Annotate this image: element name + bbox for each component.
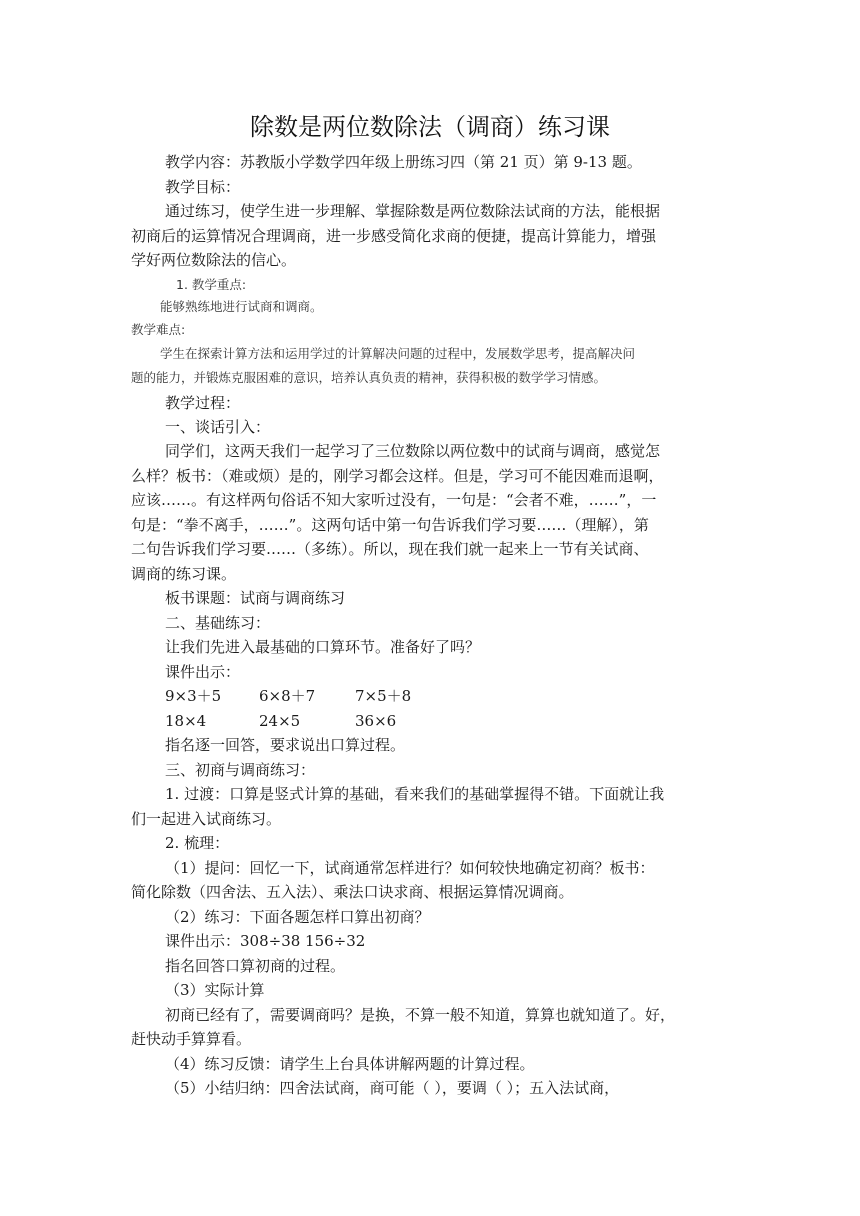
paragraph-line: 课件出示： [165, 663, 241, 681]
paragraph-line: 1. 过渡：口算是竖式计算的基础，看来我们的基础掌握得不错。下面就让我 [165, 785, 665, 803]
paragraph-line: 让我们先进入最基础的口算环节。准备好了吗？ [165, 638, 481, 656]
paragraph-line: 指名回答口算初商的过程。 [165, 957, 346, 975]
key-point-text: 能够熟练地进行试商和调商。 [160, 299, 323, 314]
exercise-item: 9×3＋5 [165, 687, 222, 705]
paragraph-line: 二句告诉我们学习要……（多练）。所以，现在我们就一起来上一节有关试商、 [131, 540, 649, 558]
paragraph-line: （2）练习：下面各题怎样口算出初商？ [165, 908, 430, 926]
paragraph-line: 指名逐一回答，要求说出口算过程。 [165, 736, 406, 754]
exercise-item: 6×8＋7 [259, 687, 316, 705]
teaching-content: 教学内容：苏教版小学数学四年级上册练习四（第 21 页）第 9-13 题。 [165, 153, 642, 171]
exercise-item: 36×6 [355, 712, 397, 730]
paragraph-line: 初商后的运算情况合理调商，进一步感受简化求商的便捷，提高计算能力，增强 [131, 227, 657, 245]
difficulty-text: 学生在探索计算方法和运用学过的计算解决问题的过程中，发展数学思考，提高解决问 [160, 346, 636, 361]
paragraph-line: 调商的练习课。 [131, 565, 237, 583]
paragraph-line: 么样？板书：（难或烦）是的，刚学习都会这样。但是，学习可不能因难而退啊， [131, 467, 664, 485]
paragraph-line: （5）小结归纳：四舍法试商，商可能（ ），要调（ ）；五入法试商， [165, 1079, 620, 1097]
paragraph-line: （1）提问：回忆一下，试商通常怎样进行？如何较快地确定初商？板书： [165, 859, 655, 877]
exercise-item: 18×4 [165, 712, 207, 730]
paragraph-line: （3）实际计算 [165, 981, 265, 999]
key-point-heading: 1. 教学重点: [176, 277, 247, 292]
section-heading: 二、基础练习： [165, 614, 271, 632]
paragraph-line: 2. 梳理： [165, 834, 230, 852]
paragraph-line: 简化除数（四舍法、五入法）、乘法口诀求商、根据运算情况调商。 [131, 883, 574, 901]
section-heading: 三、初商与调商练习： [165, 761, 316, 779]
paragraph-line: 应该……。有这样两句俗话不知大家听过没有，一句是：“会者不难，……”，一 [131, 491, 657, 509]
teaching-goal-heading: 教学目标： [165, 178, 241, 196]
board-title: 板书课题：试商与调商练习 [165, 589, 346, 607]
section-heading: 一、谈话引入： [165, 418, 271, 436]
difficulty-text: 题的能力，并锻炼克服困难的意识，培养认真负责的精神，获得积极的数学学习情感。 [131, 370, 607, 385]
paragraph-line: 学好两位数除法的信心。 [131, 251, 297, 269]
paragraph-line: 通过练习，使学生进一步理解、掌握除数是两位数除法试商的方法，能根据 [165, 202, 661, 220]
exercise-item: 24×5 [259, 712, 301, 730]
paragraph-line: 初商已经有了，需要调商吗？是换，不算一般不知道，算算也就知道了。好， [165, 1006, 676, 1024]
paragraph-line: （4）练习反馈：请学生上台具体讲解两题的计算过程。 [165, 1055, 535, 1073]
difficulty-heading: 教学难点: [131, 322, 186, 337]
paragraph-line: 们一起进入试商练习。 [131, 810, 282, 828]
document-title: 除数是两位数除法（调商）练习课 [250, 113, 610, 141]
paragraph-line: 课件出示：308÷38 156÷32 [165, 932, 366, 950]
exercise-item: 7×5＋8 [355, 687, 412, 705]
paragraph-line: 同学们，这两天我们一起学习了三位数除以两位数中的试商与调商，感觉怎 [165, 442, 661, 460]
paragraph-line: 句是：“拳不离手，……”。这两句话中第一句告诉我们学习要……（理解），第 [131, 516, 649, 534]
paragraph-line: 赶快动手算算看。 [131, 1030, 252, 1048]
process-heading: 教学过程： [165, 394, 241, 412]
